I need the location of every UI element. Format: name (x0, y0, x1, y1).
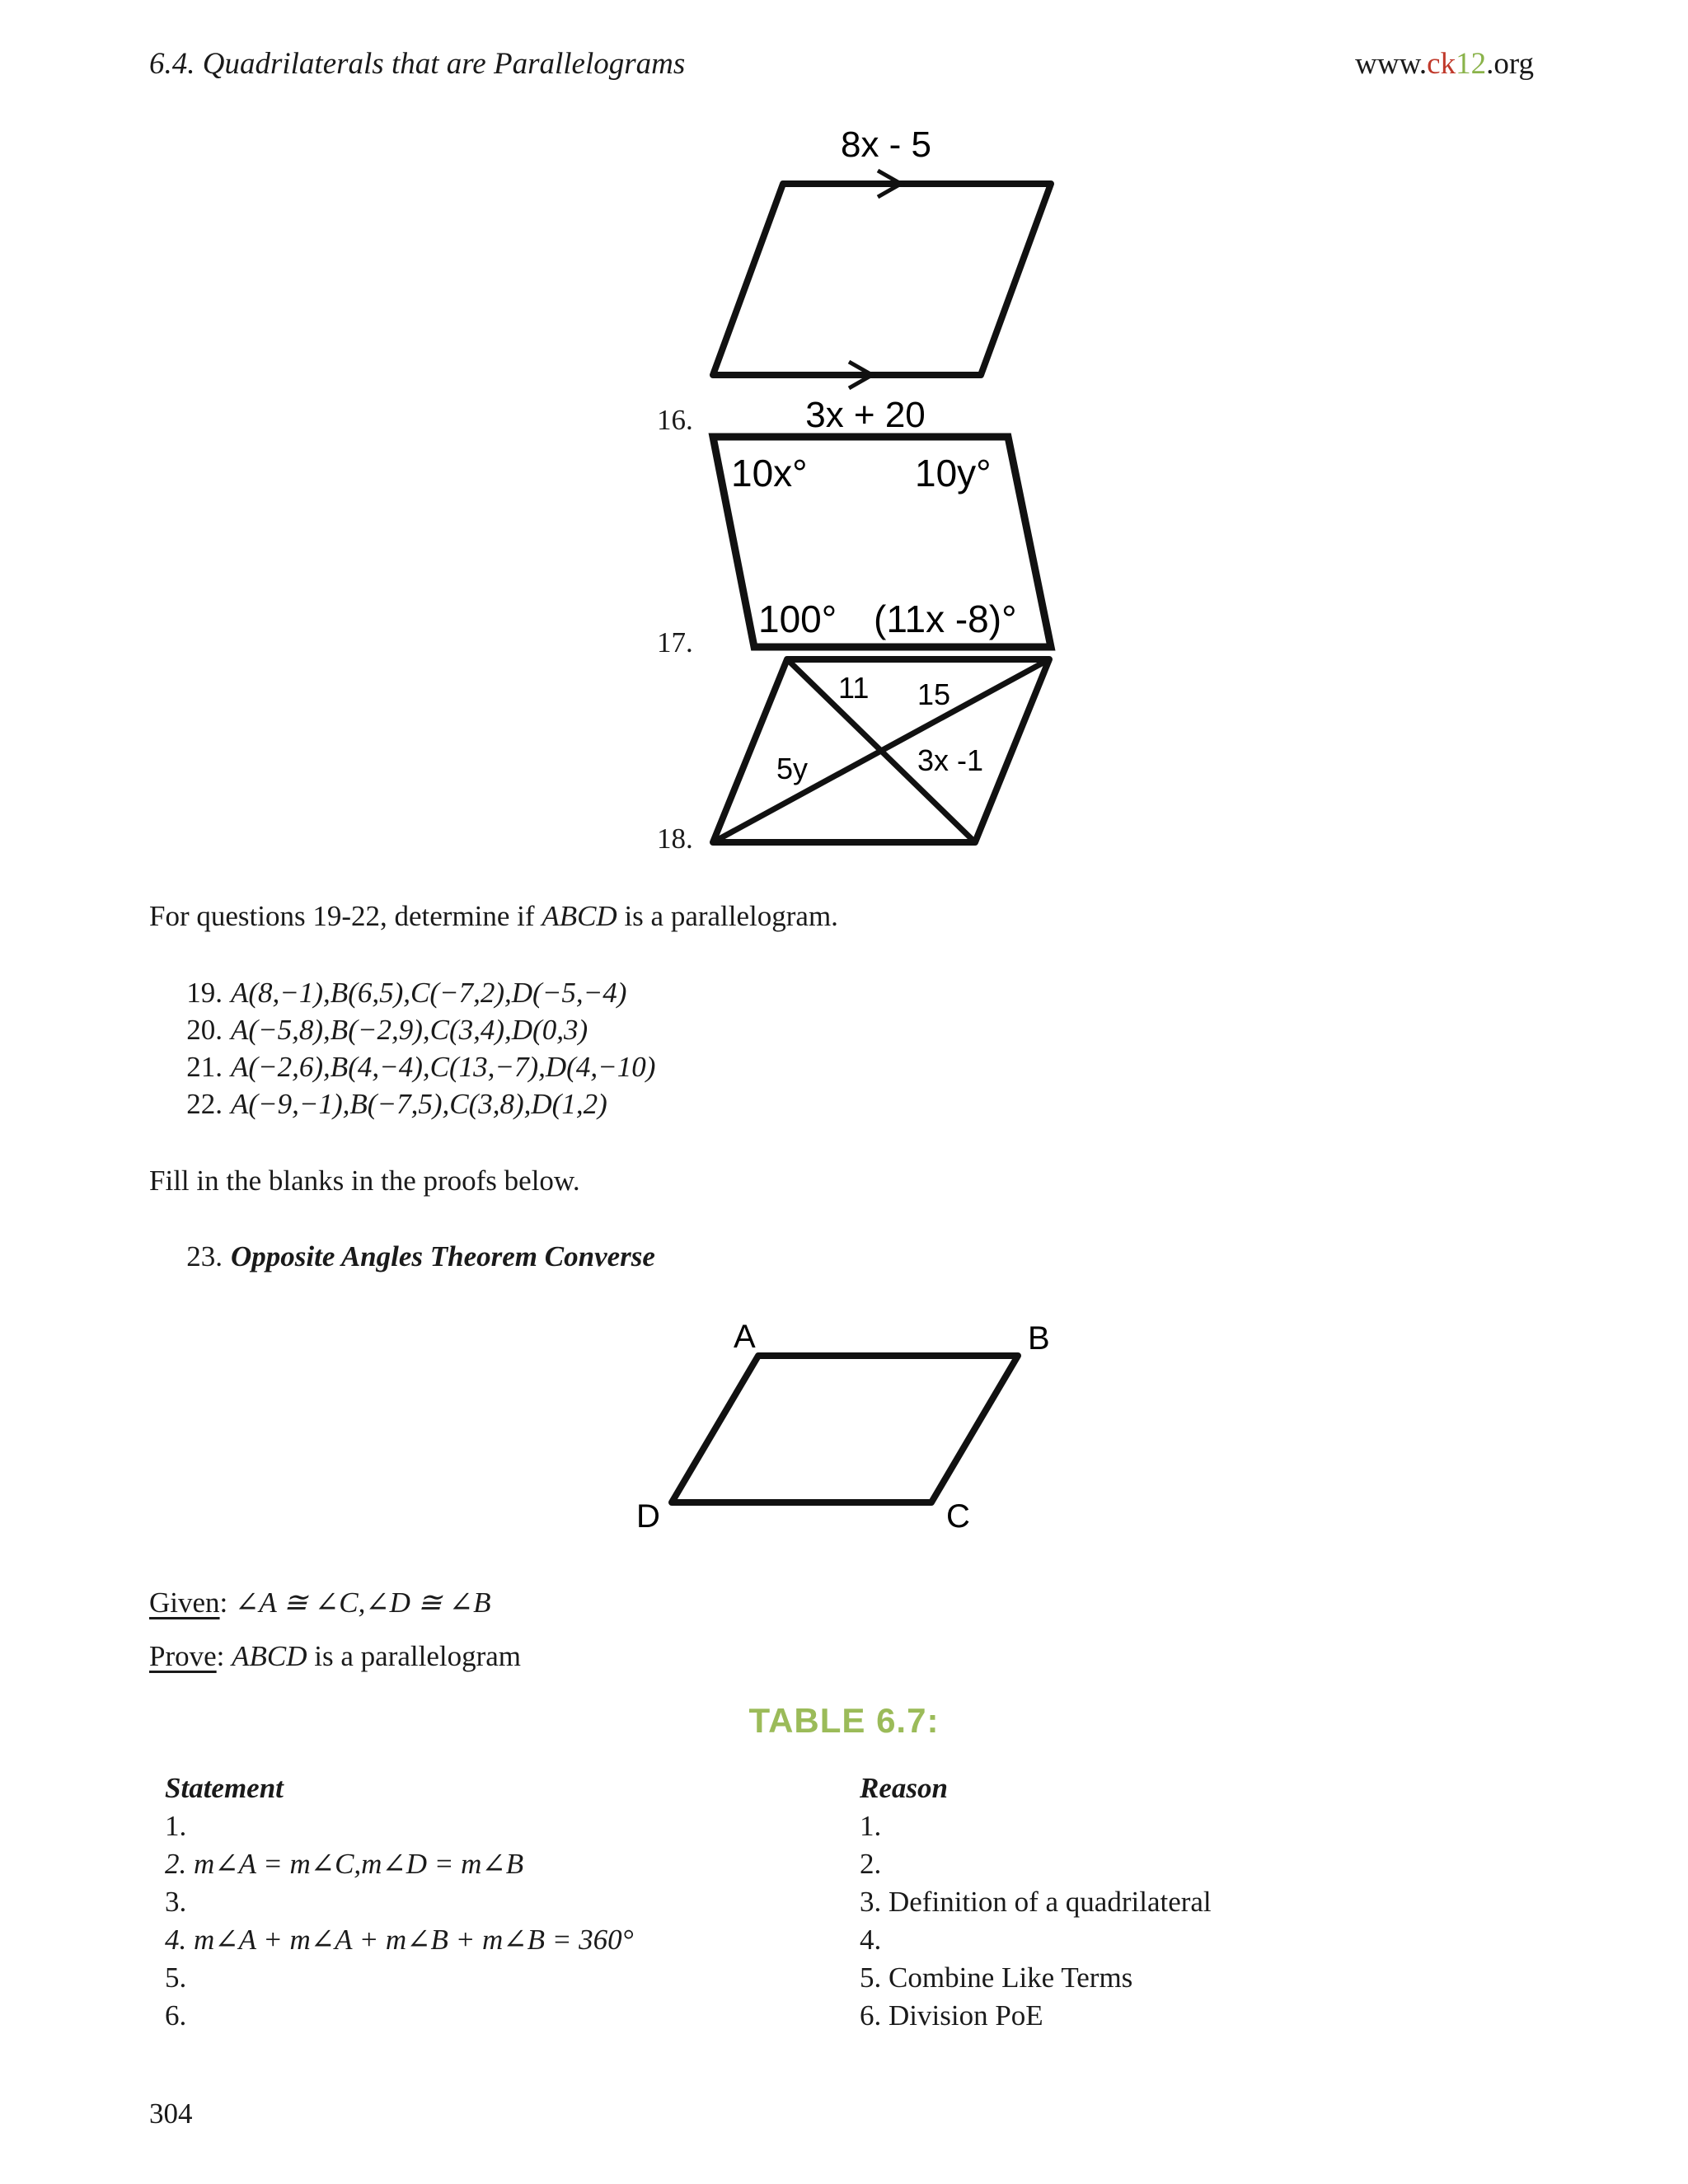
url-suffix: .org (1486, 47, 1534, 81)
table-cell-statement-3: 3. (165, 1886, 187, 1918)
label-segment-3x-1: 3x -1 (917, 743, 984, 777)
label-segment-5y: 5y (776, 752, 809, 785)
url-12: 12 (1456, 47, 1487, 81)
table-cell-reason-6: 6. Division PoE (860, 1999, 1043, 2032)
table-cell-reason-2: 2. (860, 1848, 882, 1880)
table-caption: TABLE 6.7: (748, 1701, 940, 1740)
table-cell-reason-5: 5. Combine Like Terms (860, 1961, 1133, 1994)
label-top-right-angle: 10y° (915, 452, 992, 494)
table-cell-statement-1: 1. (165, 1810, 187, 1842)
label-top-left-angle: 10x° (731, 452, 808, 494)
running-header-section: 6.4. Quadrilaterals that are Parallelograms (149, 47, 686, 81)
url-ck: ck (1427, 47, 1456, 81)
svg-text:3x + 20: 3x + 20 (805, 395, 926, 435)
label-segment-11: 11 (838, 671, 870, 705)
table-header-statement: Statement (165, 1772, 284, 1804)
problem-number-16: 16. (657, 404, 693, 436)
running-header-url[interactable] (1355, 46, 1534, 82)
figure-16-parallelogram (705, 120, 1059, 391)
vertex-label-b: B (1028, 1320, 1050, 1357)
table-cell-reason-1: 1. (860, 1810, 882, 1842)
vertex-label-c: C (946, 1498, 970, 1535)
label-top-side: 8x - 5 (840, 124, 932, 165)
label-bottom-right-angle: (11x -8)° (874, 598, 1017, 640)
table-cell-reason-4: 4. (860, 1924, 882, 1956)
figure-17-parallelogram (705, 429, 1059, 659)
label-segment-15: 15 (917, 677, 951, 711)
table-header-reason: Reason (860, 1772, 948, 1804)
figure-18-parallelogram (705, 651, 1059, 849)
question-23: 23. Opposite Angles Theorem Converse (186, 1240, 655, 1272)
problem-number-17: 17. (657, 626, 693, 658)
url-prefix: www. (1355, 47, 1428, 81)
table-cell-statement-5: 5. (165, 1961, 187, 1994)
table-cell-statement-2: 2. m∠A = m∠C,m∠D = m∠B (165, 1848, 524, 1880)
table-cell-statement-6: 6. (165, 1999, 187, 2032)
given-line: Given: ∠A ≅ ∠C,∠D ≅ ∠B (149, 1586, 491, 1619)
problem-number-18: 18. (657, 823, 693, 855)
prove-line: Prove: ABCD is a parallelogram (149, 1640, 522, 1672)
label-bottom-left-angle: 100° (758, 598, 837, 640)
page-number: 304 (149, 2097, 193, 2130)
question-19: 19. A(8,−1),B(6,5),C(−7,2),D(−5,−4) (186, 977, 627, 1009)
question-22: 22. A(−9,−1),B(−7,5),C(3,8),D(1,2) (186, 1088, 607, 1120)
table-cell-statement-4: 4. m∠A + m∠A + m∠B + m∠B = 360° (165, 1924, 634, 1956)
instructions-19-22: For questions 19-22, determine if ABCD is a parallelogram. (149, 900, 838, 932)
fill-in-instruction: Fill in the blanks in the proofs below. (149, 1165, 580, 1197)
question-20: 20. A(−5,8),B(−2,9),C(3,4),D(0,3) (186, 1014, 588, 1046)
vertex-label-d: D (636, 1498, 660, 1535)
table-cell-reason-3: 3. Definition of a quadrilateral (860, 1886, 1212, 1918)
vertex-label-a: A (734, 1319, 756, 1355)
question-21: 21. A(−2,6),B(4,−4),C(13,−7),D(4,−10) (186, 1051, 656, 1083)
figure-abcd-parallelogram (626, 1315, 1063, 1541)
